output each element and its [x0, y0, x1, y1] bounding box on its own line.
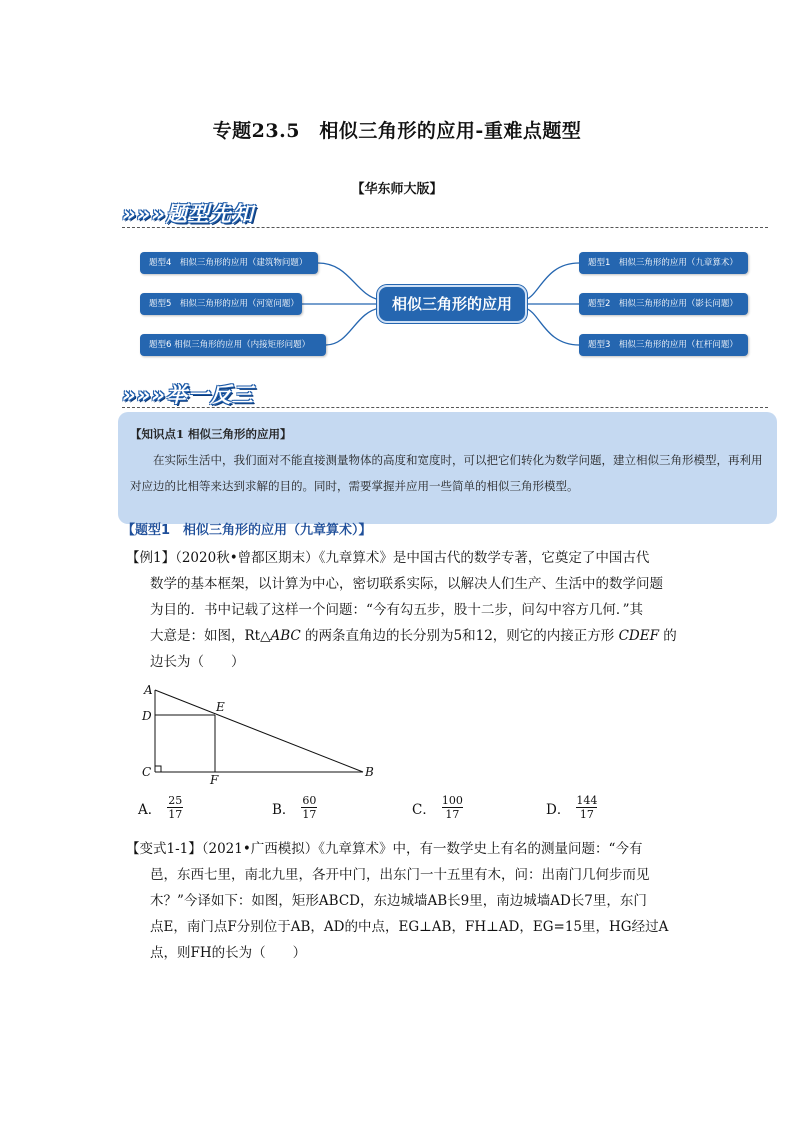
section-divider — [122, 407, 768, 408]
mindmap-node-type6: 题型6 相似三角形的应用（内接矩形问题） — [140, 334, 326, 356]
label-F: F — [210, 773, 219, 786]
label-A: A — [144, 683, 153, 697]
mindmap-center-node: 相似三角形的应用 — [377, 285, 527, 323]
variant1-line: 点，则FH的长为（ ） — [150, 945, 307, 961]
side-AB — [155, 690, 363, 772]
connector-left-1 — [318, 263, 380, 300]
example1-line: 【例1】（2020秋•曾都区期末）《九章算术》是中国古代的数学专著，它奠定了中国古代 — [126, 550, 650, 566]
example1-line: 边长为（ ） — [150, 654, 245, 670]
variant1-line: 点E，南门点F分别位于AB，AD的中点，EG⊥AB，FH⊥AD，EG=15里，HG经过A — [150, 919, 669, 935]
mindmap-node-type5: 题型5 相似三角形的应用（河宽问题） — [140, 293, 302, 315]
label-C: C — [142, 765, 152, 779]
mindmap-node-type4: 题型4 相似三角形的应用（建筑物问题） — [140, 252, 318, 274]
section-title-overview: »»»题型先知 — [122, 202, 254, 226]
mindmap-node-type1: 题型1 相似三角形的应用（九章算术） — [579, 252, 748, 274]
fraction: $\frac{60}{17}$ — [302, 794, 317, 821]
choice-d[interactable]: D． $\frac{144}{17}$ — [546, 794, 598, 821]
knowledge-body: 在实际生活中，我们面对不能直接测量物体的高度和宽度时，可以把它们转化为数学问题，建立相似三角形模型，再利用对应边的比相等来达到求解的目的。同时，需要掌握并应用一些简单的相似三角形模型。 — [130, 453, 763, 493]
label-D: D — [142, 709, 152, 723]
label-E: E — [216, 700, 225, 714]
page-title: 专题23.5 相似三角形的应用-重难点题型 — [212, 120, 582, 142]
connector-left-3 — [326, 308, 380, 345]
mindmap-node-type2: 题型2 相似三角形的应用（影长问题） — [579, 293, 748, 315]
choice-b[interactable]: B． $\frac{60}{17}$ — [272, 794, 317, 821]
example1-line: 为目的．书中记载了这样一个问题：“今有勾五步，股十二步，问勾中容方几何．”其 — [150, 602, 644, 618]
variant1-text — [126, 836, 686, 966]
choice-c[interactable]: C． $\frac{100}{17}$ — [412, 794, 463, 821]
example1-line: 大意是：如图，Rt△ABC 的两条直角边的长分别为5和12，则它的内接正方形 CDEF 的 — [150, 628, 677, 644]
knowledge-title: 【知识点1 相似三角形的应用】 — [130, 427, 292, 441]
knowledge-box — [118, 412, 777, 524]
mindmap-node-type3: 题型3 相似三角形的应用（杠杆问题） — [579, 334, 748, 356]
triangle-figure — [138, 680, 388, 786]
type1-heading: 【题型1 相似三角形的应用（九章算术）】 — [122, 523, 372, 538]
connector-right-3 — [525, 308, 579, 345]
label-B: B — [365, 765, 374, 779]
fraction: $\frac{25}{17}$ — [168, 794, 183, 821]
example1-line: 数学的基本框架，以计算为中心，密切联系实际，以解决人们生产、生活中的数学问题 — [150, 576, 663, 592]
edition-label: 【华东师大版】 — [351, 182, 443, 197]
example1-text — [126, 545, 686, 675]
variant1-line: 木？”今译如下：如图，矩形ABCD，东边城墙AB长9里，南边城墙AD长7里，东门 — [150, 893, 647, 909]
choice-a[interactable]: A． $\frac{25}{17}$ — [138, 794, 183, 821]
connector-right-1 — [525, 263, 579, 300]
variant1-line: 邑，东西七里，南北九里，各开中门，出东门一十五里有木，问：出南门几何步而见 — [150, 867, 650, 883]
variant1-line: 【变式1-1】（2021•广西模拟）《九章算术》中，有一数学史上有名的测量问题：“今有 — [126, 841, 643, 857]
section-title-practice: »»»举一反三 — [122, 383, 254, 407]
choices — [138, 794, 698, 830]
right-angle-mark — [155, 766, 161, 772]
fraction: $\frac{100}{17}$ — [441, 794, 463, 821]
section-divider — [122, 227, 768, 228]
fraction: $\frac{144}{17}$ — [576, 794, 598, 821]
